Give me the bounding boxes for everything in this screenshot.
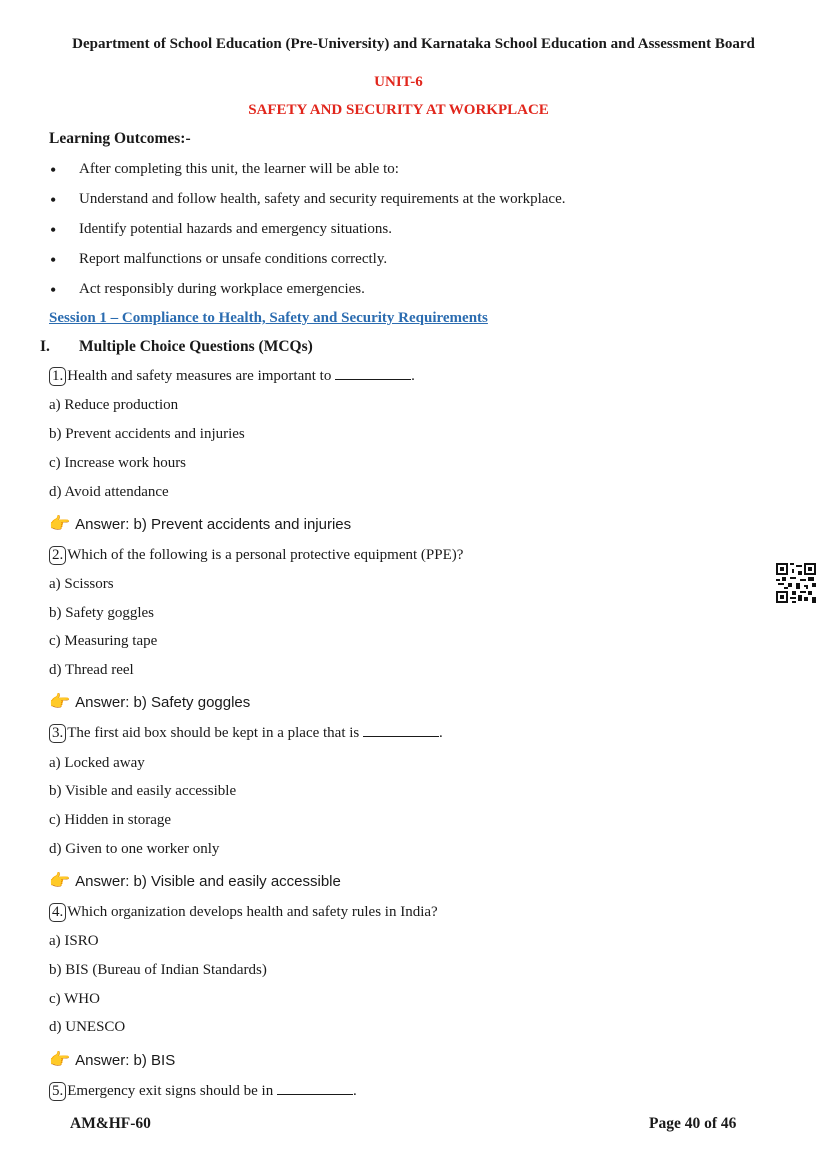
option: b) BIS (Bureau of Indian Standards) bbox=[49, 962, 267, 978]
answer-line bbox=[49, 871, 341, 891]
pointing-hand-icon: 👉 bbox=[49, 514, 71, 533]
question-3: 3. The first aid box should be kept in a place that is . bbox=[49, 724, 443, 743]
learning-outcomes-title: Learning Outcomes:- bbox=[49, 130, 191, 147]
pointing-hand-icon: 👉 bbox=[49, 1050, 71, 1069]
option: c) Increase work hours bbox=[49, 455, 187, 471]
answer-line bbox=[49, 514, 351, 534]
section-number: I. bbox=[40, 338, 50, 355]
option: a) Scissors bbox=[49, 576, 114, 592]
section-title: Multiple Choice Questions (MCQs) bbox=[79, 338, 313, 355]
outcome-item: Understand and follow health, safety and security requirements at the workplace. bbox=[79, 191, 566, 207]
bullet-icon: • bbox=[50, 160, 57, 180]
footer-code: AM&HF-60 bbox=[70, 1115, 151, 1132]
option: d) Avoid attendance bbox=[49, 484, 169, 500]
outcome-item: Identify potential hazards and emergency situations. bbox=[79, 221, 392, 237]
question-4 bbox=[49, 903, 438, 922]
outcome-item: Act responsibly during workplace emergencies. bbox=[79, 281, 365, 297]
option: a) ISRO bbox=[49, 933, 99, 949]
question-text: The first aid box should be kept in a place that is bbox=[67, 725, 364, 741]
question-text: Which organization develops health and safety rules in India? bbox=[67, 904, 438, 920]
pointing-hand-icon: 👉 bbox=[49, 692, 71, 711]
option: d) Given to one worker only bbox=[49, 841, 220, 857]
question-number: 4. bbox=[49, 903, 66, 922]
question-text: Emergency exit signs should be in bbox=[67, 1083, 277, 1099]
option: c) Hidden in storage bbox=[49, 812, 172, 828]
answer-blank bbox=[277, 1082, 353, 1095]
outcome-item: After completing this unit, the learner will be able to: bbox=[79, 161, 399, 177]
outcome-item: Report malfunctions or unsafe conditions correctly. bbox=[79, 251, 388, 267]
bullet-icon: • bbox=[50, 190, 57, 210]
question-number: 5. bbox=[49, 1082, 66, 1101]
option: b) Prevent accidents and injuries bbox=[49, 426, 245, 442]
option: d) Thread reel bbox=[49, 662, 134, 678]
option: a) Reduce production bbox=[49, 397, 179, 413]
answer-text: Answer: b) Prevent accidents and injuries bbox=[75, 516, 352, 533]
page-header: Department of School Education (Pre-University) and Karnataka School Education and Assessment Board bbox=[72, 36, 755, 52]
option: b) Visible and easily accessible bbox=[49, 783, 237, 799]
unit-number: UNIT-6 bbox=[374, 74, 423, 90]
page-number: Page 40 of 46 bbox=[649, 1115, 737, 1132]
unit-title: SAFETY AND SECURITY AT WORKPLACE bbox=[248, 102, 549, 118]
pointing-hand-icon: 👉 bbox=[49, 871, 71, 890]
question-number: 1. bbox=[49, 367, 66, 386]
option: d) UNESCO bbox=[49, 1019, 126, 1035]
question-5: 5. Emergency exit signs should be in . bbox=[49, 1082, 357, 1101]
option: c) Measuring tape bbox=[49, 633, 158, 649]
answer-line bbox=[49, 692, 250, 712]
answer-text: Answer: b) Visible and easily accessible bbox=[75, 873, 341, 890]
question-text: Which of the following is a personal protective equipment (PPE)? bbox=[67, 547, 464, 563]
question-2 bbox=[49, 546, 463, 565]
option: b) Safety goggles bbox=[49, 605, 154, 621]
bullet-icon: • bbox=[50, 220, 57, 240]
question-text: Health and safety measures are important to bbox=[67, 368, 336, 384]
bullet-icon: • bbox=[50, 280, 57, 300]
answer-blank bbox=[363, 724, 439, 737]
answer-line bbox=[49, 1050, 175, 1070]
answer-text: Answer: b) Safety goggles bbox=[75, 694, 251, 711]
qr-code-icon bbox=[776, 563, 816, 603]
question-1: 1. Health and safety measures are important to . bbox=[49, 367, 415, 386]
question-number: 2. bbox=[49, 546, 66, 565]
question-number: 3. bbox=[49, 724, 66, 743]
session-heading-link[interactable]: Session 1 – Compliance to Health, Safety and Security Requirements bbox=[49, 310, 488, 326]
option: c) WHO bbox=[49, 991, 100, 1007]
bullet-icon: • bbox=[50, 250, 57, 270]
answer-text: Answer: b) BIS bbox=[75, 1052, 176, 1069]
answer-blank bbox=[335, 367, 411, 380]
option: a) Locked away bbox=[49, 755, 145, 771]
